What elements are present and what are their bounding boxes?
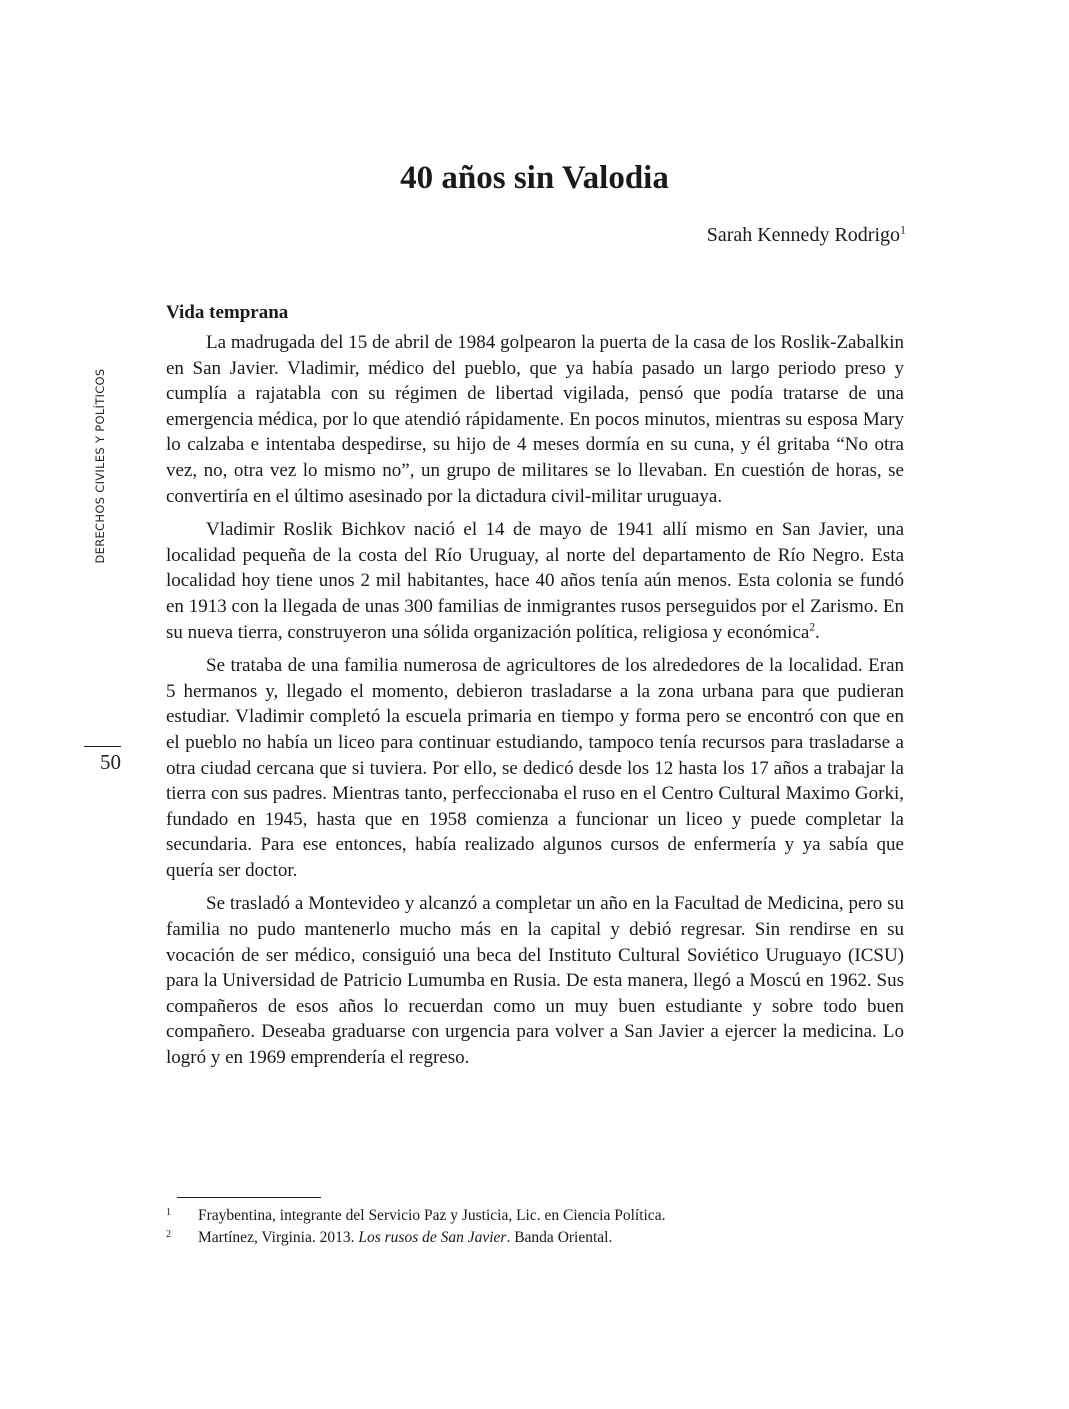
page-number-rule	[84, 746, 121, 747]
article-author	[707, 224, 906, 247]
footnotes	[166, 1205, 904, 1249]
footnote-ref-2: 2	[809, 621, 816, 634]
article-body	[166, 300, 904, 1079]
section-side-label: DERECHOS CIVILES Y POLÍTICOS	[93, 368, 107, 564]
footnote	[166, 1205, 904, 1227]
paragraph: La madrugada del 15 de abril de 1984 golpearon la puerta de la casa de los Roslik-Zabalkin en San Javier. Vladimir, médico del pueblo, que ya había pasado un largo periodo preso y cumplía a rajatabla con su régimen de libertad vigilada, pensó que podía tratarse de una emergencia médica, por lo que atendió rápidamente. En pocos minutos, mientras su esposa Mary lo calzaba e intentaba despedirse, su hijo de 4 meses dormía en su cuna, y él gritaba “No otra vez, no, otra vez lo mismo no”, un grupo de militares se lo llevaban. En cuestión de horas, se convertiría en el último asesinado por la dictadura civil-militar uruguaya.	[166, 332, 904, 507]
footnote-number: 1	[166, 1207, 171, 1218]
paragraph: Se trataba de una familia numerosa de agricultores de los alrededores de la localidad. Eran 5 hermanos y, llegado el momento, debieron trasladarse a la zona urbana para que pudieran estudiar. Vladimir completó la escuela primaria en tiempo y forma pero se encontró con que en el pueblo no había un liceo para continuar estudiando, tampoco tenía recursos para trasladarse a otra ciudad cercana que si tuviera. Por ello, se dedicó desde los 12 hasta los 17 años a trabajar la tierra con sus padres. Mientras tanto, perfeccionaba el ruso en el Centro Cultural Maximo Gorki, fundado en 1945, hasta que en 1958 comienza a funcionar un liceo y puede completar la secundaria. Para ese entonces, había realizado algunos cursos de enfermería y ya sabía que quería ser doctor.	[166, 655, 904, 881]
paragraph-end: .	[815, 621, 820, 643]
footnote-text-end: . Banda Oriental.	[506, 1229, 613, 1246]
footnote-text: Martínez, Virginia. 2013.	[198, 1229, 359, 1246]
page-number: 50	[100, 750, 121, 774]
footnote-text: Fraybentina, integrante del Servicio Paz y Justicia, Lic. en Ciencia Política.	[198, 1207, 666, 1224]
footnote	[166, 1227, 904, 1249]
footnote-book-title: Los rusos de San Javier	[358, 1229, 507, 1246]
paragraph: Se trasladó a Montevideo y alcanzó a completar un año en la Facultad de Medicina, pero su familia no pudo mantenerlo mucho más en la capital y debió regresar. Sin rendirse en su vocación de ser médico, consiguió una beca del Instituto Cultural Soviético Uruguayo (ICSU) para la Universidad de Patricio Lumumba en Rusia. De esta manera, llegó a Moscú en 1962. Sus compañeros de esos años lo recuerdan como un muy buen estudiante y sobre todo buen compañero. Deseaba graduarse con urgencia para volver a San Javier a ejercer la medicina. Lo logró y en 1969 emprendería el regreso.	[166, 893, 904, 1069]
paragraph-text: Vladimir Roslik Bichkov nació el 14 de mayo de 1941 allí mismo en San Javier, una localidad pequeña de la costa del Río Uruguay, al norte del departamento de Río Negro. Esta localidad hoy tiene unos 2 mil habitantes, hace 40 años tenía aún menos. Esta colonia se fundó en 1913 con la llegada de unas 300 familias de inmigrantes rusos perseguidos por el Zarismo. En su nueva tierra, construyeron una sólida organización política, religiosa y económica	[166, 519, 904, 643]
article-title: 40 años sin Valodia	[400, 160, 669, 196]
author-name: Sarah Kennedy Rodrigo	[706, 224, 900, 246]
footnote-ref-1: 1	[900, 222, 906, 237]
section-heading: Vida temprana	[166, 302, 289, 323]
footnote-separator	[177, 1197, 321, 1198]
paragraph	[166, 517, 904, 645]
footnote-number: 2	[166, 1229, 171, 1240]
